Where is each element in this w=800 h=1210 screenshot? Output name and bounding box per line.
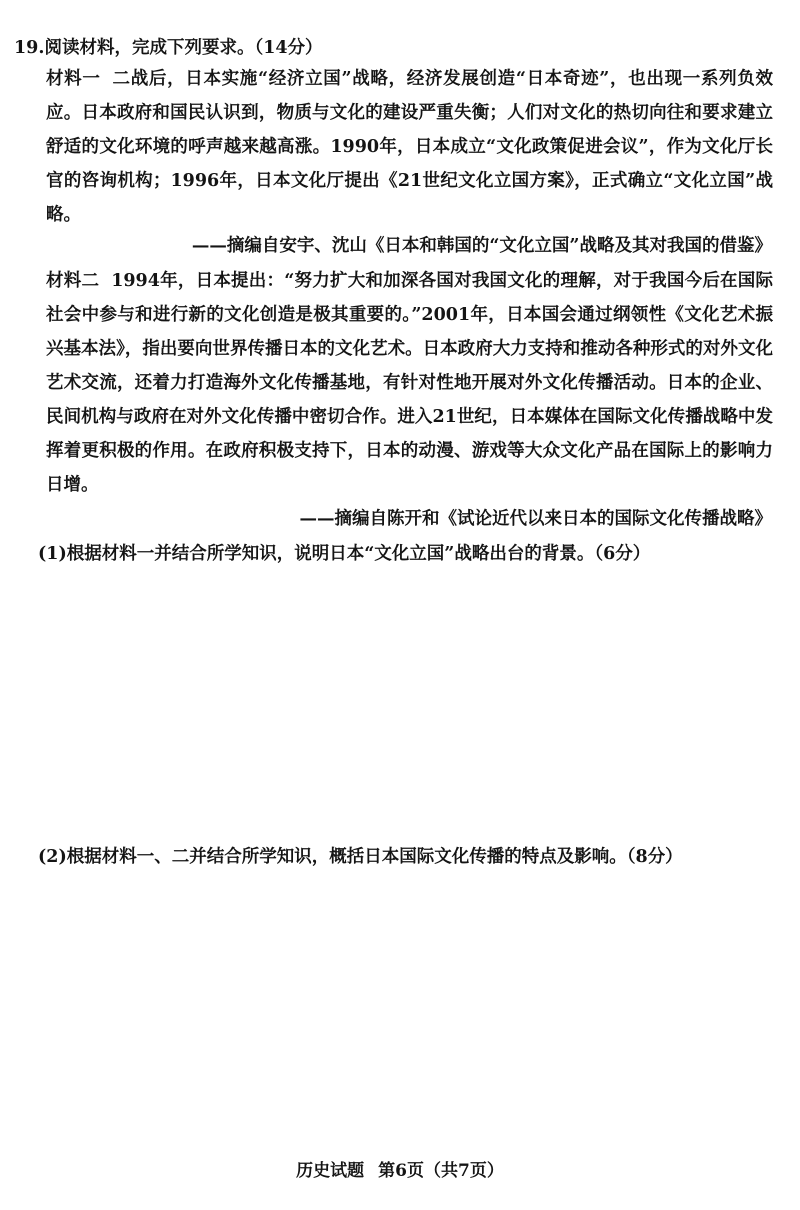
material-one-label: 材料一 [46,69,101,89]
material-two [46,264,773,502]
sub-question-2: (2)根据材料一、二并结合所学知识，概括日本国际文化传播的特点及影响。（8分） [38,847,683,867]
footer-page-number: 第6页（共7页） [378,1161,504,1181]
material-two-text: 1994年，日本提出：“努力扩大和加深各国对我国文化的理解，对于我国今后在国际社会中参与和进行新的文化创造是极其重要的。”2001年，日本国会通过纲领性《文化艺术振兴基本法》，指出要向世界传播日本的文化艺术。日本政府大力支持和推动各种形式的对外文化艺术交流，还着力打造海外文化传播基地，有针对性地开展对外文化传播活动。日本的企业、民间机构与政府在对外文化传播中密切合作。进入21世纪，日本媒体在国际文化传播战略中发挥着更积极的作用。在政府积极支持下，日本的动漫、游戏等大众文化产品在国际上的影响力日增。 [46,271,774,495]
material-one-text: 二战后，日本实施“经济立国”战略，经济发展创造“日本奇迹”，也出现一系列负效应。日本政府和国民认识到，物质与文化的建设严重失衡；人们对文化的热切向往和要求建立舒适的文化环境的呼声越来越高涨。1990年，日本成立“文化政策促进会议”，作为文化厅长官的咨询机构；1996年，日本文化厅提出《21世纪文化立国方案》，正式确立“文化立国”战略。 [46,69,773,225]
material-one-source: ——摘编自安宇、沈山《日本和韩国的“文化立国”战略及其对我国的借鉴》 [191,236,772,256]
question-title: 19.阅读材料，完成下列要求。（14分） [14,38,323,58]
material-one [46,62,773,232]
material-two-source: ——摘编自陈开和《试论近代以来日本的国际文化传播战略》 [299,509,772,529]
page-footer [0,1156,800,1181]
material-two-label: 材料二 [46,271,100,291]
footer-subject: 历史试题 [296,1161,365,1181]
sub-question-1: (1)根据材料一并结合所学知识，说明日本“文化立国”战略出台的背景。（6分） [38,544,651,564]
